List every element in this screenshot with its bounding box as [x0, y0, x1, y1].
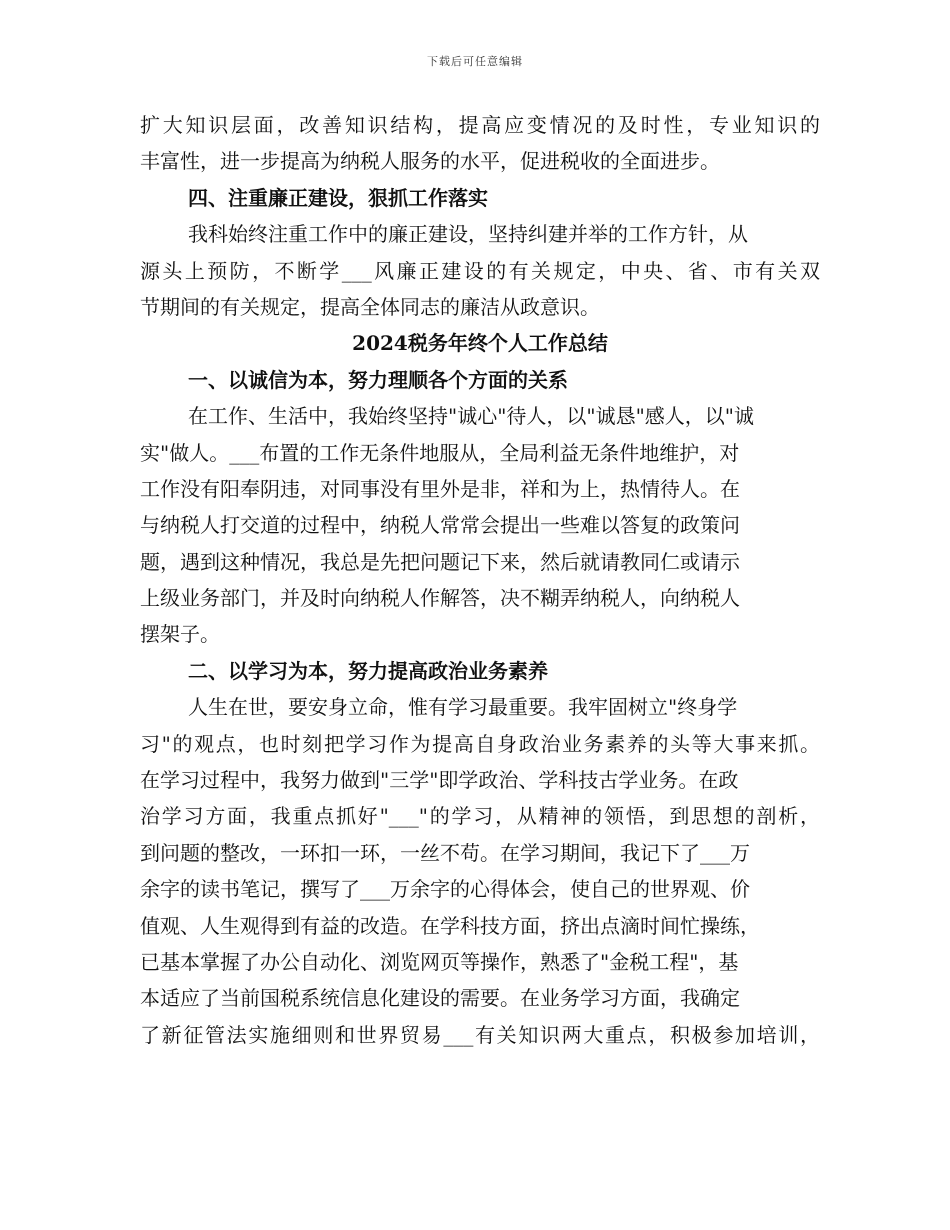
- text-line: 了新征管法实施细则和世界贸易___有关知识两大重点，积极参加培训，: [140, 1022, 820, 1047]
- text-line: 到问题的整改，一环扣一环，一丝不苟。在学习期间，我记下了___万: [140, 840, 750, 865]
- text-line: 已基本掌握了办公自动化、浏览网页等操作，熟悉了"金税工程"，基: [140, 949, 739, 974]
- text-line: 丰富性，进一步提高为纳税人服务的水平，促进税收的全面进步。: [140, 149, 720, 174]
- text-line: 我科始终注重工作中的廉正建设，坚持纠建并举的工作方针，从: [188, 222, 748, 247]
- text-line: 上级业务部门，并及时向纳税人作解答，决不糊弄纳税人，向纳税人: [140, 586, 740, 611]
- text-line: 治学习方面，我重点抓好"___"的学习，从精神的领悟，到思想的剖析，: [140, 804, 820, 829]
- page-header: 下载后可任意编辑: [427, 55, 523, 68]
- text-line: 本适应了当前国税系统信息化建设的需要。在业务学习方面，我确定: [140, 986, 740, 1011]
- section-heading: 一、以诚信为本，努力理顺各个方面的关系: [188, 367, 568, 392]
- document-title: 2024税务年终个人工作总结: [352, 331, 608, 356]
- document-body: [140, 107, 820, 1053]
- text-line: 工作没有阳奉阴违，对同事没有里外是非，祥和为上，热情待人。在: [140, 476, 740, 501]
- section-heading: 二、以学习为本，努力提高政治业务素养: [188, 658, 548, 683]
- text-line: 实"做人。___布置的工作无条件地服从，全局利益无条件地维护，对: [140, 440, 740, 465]
- text-line: 习"的观点，也时刻把学习作为提高自身政治业务素养的头等大事来抓。: [140, 731, 820, 756]
- text-line: 与纳税人打交道的过程中，纳税人常常会提出一些难以答复的政策问: [140, 513, 740, 538]
- text-line: 节期间的有关规定，提高全体同志的廉洁从政意识。: [140, 294, 600, 319]
- text-line: 摆架子。: [140, 622, 220, 647]
- section-heading: 四、注重廉正建设，狠抓工作落实: [188, 185, 488, 210]
- text-line: 源头上预防，不断学___风廉正建设的有关规定，中央、省、市有关双: [140, 258, 820, 283]
- text-line: 值观、人生观得到有益的改造。在学科技方面，挤出点滴时间忙操练，: [140, 913, 760, 938]
- text-line: 余字的读书笔记，撰写了___万余字的心得体会，使自己的世界观、价: [140, 877, 750, 902]
- text-line: 题，遇到这种情况，我总是先把问题记下来，然后就请教同仁或请示: [140, 549, 740, 574]
- text-line: 在学习过程中，我努力做到"三学"即学政治、学科技古学业务。在政: [140, 768, 739, 793]
- text-line: 在工作、生活中，我始终坚持"诚心"待人，以"诚恳"感人，以"诚: [188, 404, 754, 429]
- text-line: 人生在世，要安身立命，惟有学习最重要。我牢固树立"终身学: [188, 695, 738, 720]
- text-line: 扩大知识层面，改善知识结构，提高应变情况的及时性，专业知识的: [140, 113, 820, 137]
